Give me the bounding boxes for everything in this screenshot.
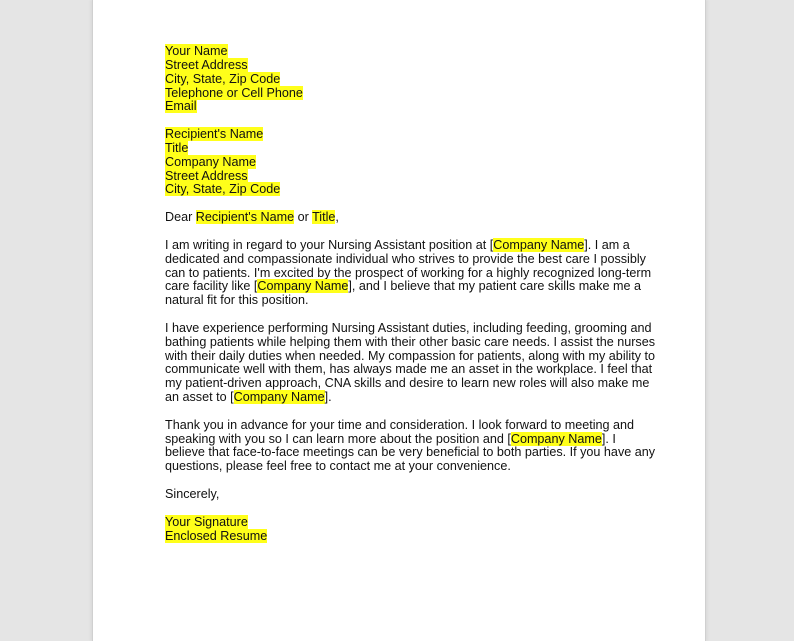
company-name-placeholder: Company Name [493, 237, 585, 252]
text-line: Thank you in advance for your time and consideration. I look forward to meeting and [165, 417, 635, 432]
recipient-title: Title [165, 140, 189, 155]
text-run: ], and I believe that my patient care skills make me a [348, 279, 641, 294]
text-line: dedicated and compassionate individual who strives to provide the best care I possibly [165, 251, 646, 266]
salutation [165, 211, 643, 225]
text-line: bathing patients while helping them with their other basic care needs. I assist the nurses [165, 334, 656, 349]
text-line: questions, please feel free to contact me at your convenience. [165, 459, 511, 474]
recipient-street: Street Address [165, 168, 248, 183]
sender-street: Street Address [165, 57, 248, 72]
enclosure-line: Enclosed Resume [165, 528, 268, 543]
text-run: ]. [324, 390, 332, 405]
paragraph-experience [165, 320, 656, 405]
signature-placeholder: Your Signature [165, 514, 248, 529]
valediction-text: Sincerely, [165, 487, 220, 501]
sender-city: City, State, Zip Code [165, 71, 281, 86]
document-page [93, 0, 705, 641]
text-run: care facility like [ [165, 279, 258, 294]
company-name-placeholder: Company Name [510, 431, 602, 446]
text-run: an asset to [ [165, 390, 234, 405]
letter-body[interactable] [165, 44, 656, 557]
text-run: ]. I [601, 431, 616, 446]
recipient-name: Recipient's Name [165, 127, 264, 142]
salutation-suffix: , [335, 210, 339, 225]
text-line: natural fit for this position. [165, 293, 309, 308]
text-line: with their daily duties when needed. My compassion for patients, along with my ability to [165, 348, 656, 363]
paragraph-thanks [165, 417, 656, 474]
signature-block [165, 516, 643, 544]
recipient-address-block [165, 128, 643, 197]
company-name-placeholder: Company Name [257, 279, 349, 294]
recipient-city: City, State, Zip Code [165, 182, 281, 197]
salutation-name: Recipient's Name [195, 210, 295, 225]
sender-name: Your Name [165, 44, 228, 58]
salutation-title: Title [312, 210, 336, 225]
company-name-placeholder: Company Name [233, 390, 325, 405]
text-line: my patient-driven approach, CNA skills and desire to learn new roles will also make me [165, 376, 650, 391]
valediction [165, 488, 643, 502]
salutation-prefix: Dear [165, 210, 196, 225]
sender-email: Email [165, 99, 197, 114]
text-run: speaking with you so I can learn more about the position and [ [165, 431, 511, 446]
text-line: communicate well with them, has always made me an asset in the workplace. I feel that [165, 362, 653, 377]
text-line: I have experience performing Nursing Assistant duties, including feeding, grooming and [165, 320, 652, 335]
recipient-company: Company Name [165, 154, 256, 169]
text-line: can to patients. I'm excited by the prospect of working for a highly recognized long-term [165, 265, 652, 280]
paragraph-intro [165, 237, 652, 308]
text-run: I am writing in regard to your Nursing Assistant position at [ [165, 237, 494, 252]
sender-address-block [165, 45, 643, 114]
text-line: believe that face-to-face meetings can be very beneficial to both parties. If you have any [165, 445, 656, 460]
sender-phone: Telephone or Cell Phone [165, 85, 303, 100]
text-run: ]. I am a [584, 237, 630, 252]
salutation-or: or [294, 210, 313, 225]
